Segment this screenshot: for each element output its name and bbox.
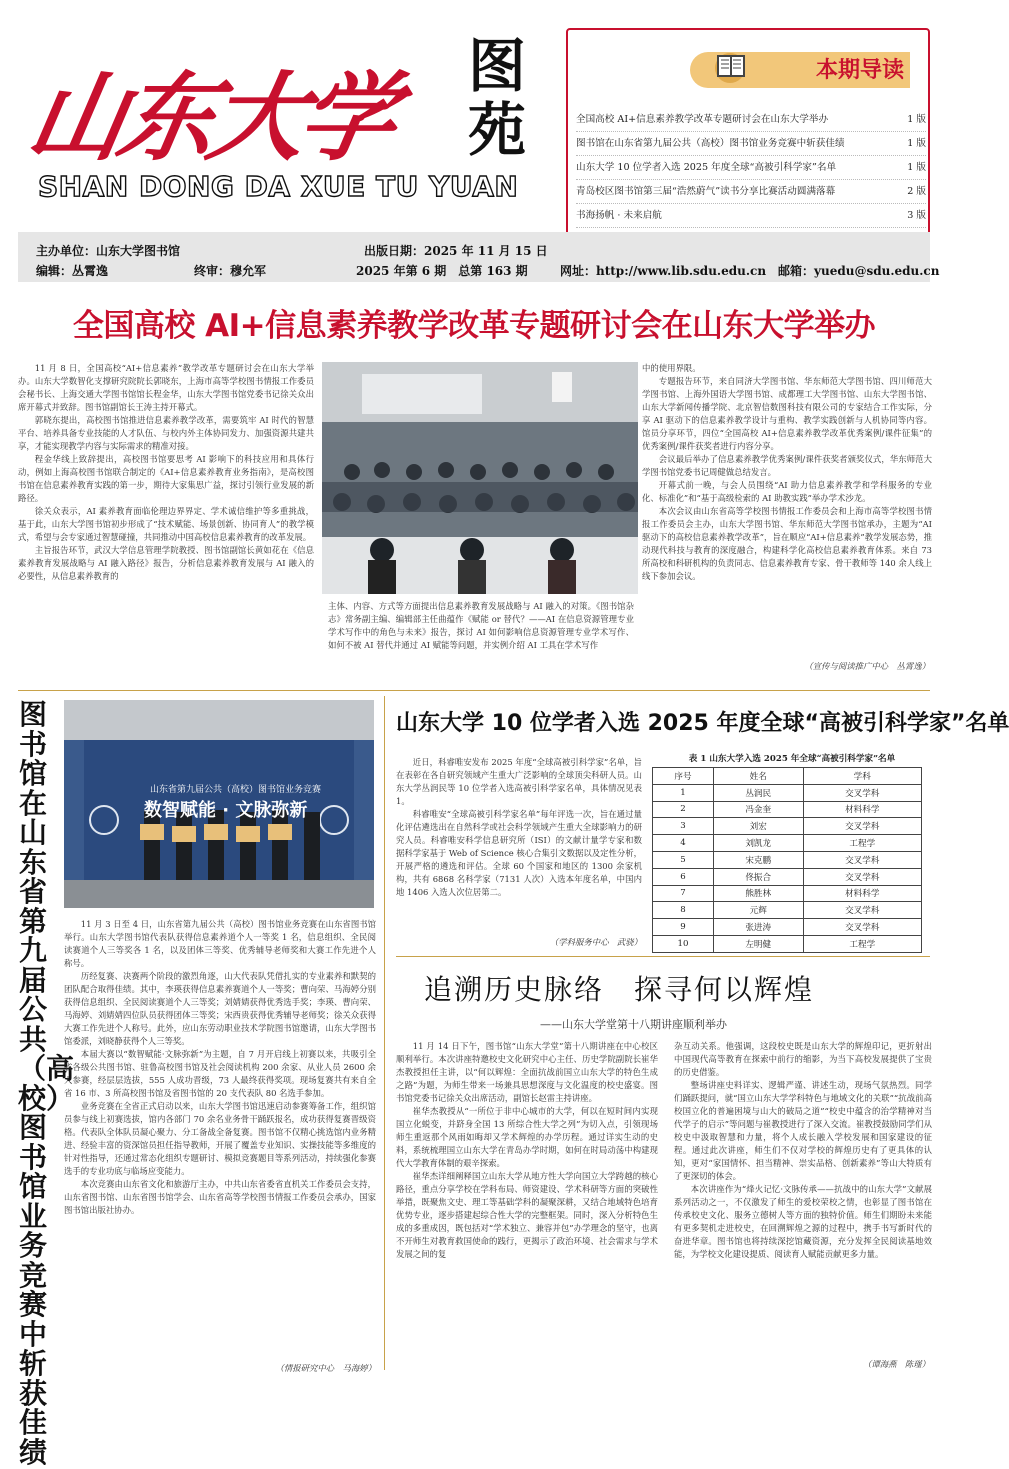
photo-banner-sub: 山东省第九届公共（高校）图书馆业务竞赛: [150, 785, 322, 795]
guide-list: [576, 108, 926, 251]
paragraph: 主体、内容、方式等方面提出信息素养教育发展战略与 AI 融入的对策。《图书馆杂志》常务副主编、编辑部主任曲蕴作《赋能 or 替代？——AI 在信息资源管理专业学术写作中的角色与未来》报告，探讨 AI 如何影响信息资源管理专业学术写作、如何不被 AI 替代并通过 AI 赋能等问题，并实例介绍 AI 工具在学术写作: [328, 601, 634, 650]
paragraph: 本届大赛以“数智赋能·文脉弥新”为主题，自 7 月开启线上初赛以来，共吸引全省各级公共图书馆、驻鲁高校图书馆及社会阅读机构 200 余家、从业人员 2600 余人参赛，经层层选拔，555 人成功晋级，73 人最终获得奖项。现场复赛共有来自全省 16 市、3 所高校图书馆及省图书馆的 20 支代表队 80 名选手参加。: [64, 1049, 376, 1098]
table-row: [653, 885, 922, 902]
cell-name: 宋克鹏: [713, 851, 803, 868]
table-row: [653, 784, 922, 801]
table-row: [653, 902, 922, 919]
paragraph: 郭晓东提出，高校图书馆推进信息素养教学改革，需要筑牢 AI 时代的智慧平台、培养具备专业技能的人才队伍、与校内外主体协同发力、加强资源共建共享，才能实现教学内容与实际需求的精准对接。: [18, 415, 314, 451]
issue-number: 2025 年第 6 期 总第 163 期: [356, 264, 528, 278]
guide-item[interactable]: [576, 132, 926, 156]
paragraph: 整场讲座史料详实、逻辑严谨、讲述生动，现场气氛热烈。同学们踊跃提问，就“国立山东大学学科特色与地域文化的关联”“抗战前高校国立化的普遍困境与山大的破局之道”“校史中蕴含的治学精神对当代学子的启示”等问题与崔教授进行了深入交流。崔教授鼓励同学们从校史中汲取智慧和力量，将个人成长融入学校发展和国家建设的征程。通过此次讲座，师生们不仅对学校的辉煌历史有了更具体的认知，更对“家国情怀、担当精神、崇实品格、创新素养”等山大特质有了更深切的体会。: [674, 1080, 932, 1181]
cell-index: 1: [653, 784, 714, 801]
table-row: [653, 868, 922, 885]
paragraph: 专题报告环节，来自同济大学图书馆、华东师范大学图书馆、四川师范大学图书馆、上海外国语大学图书馆、成都理工大学图书馆、山东大学图书馆、山东大学新闻传播学院、北京智信数图科技有限公司的专家结合工作实际，分享 AI 驱动下的信息素养教学设计与重构、教学实践创新与人机协同等内容。馆员分享环节，四位“全国高校 AI+信息素养教学改革优秀案例/课件征集”的优秀案例/课件获奖者进行内容分享。: [642, 376, 932, 451]
paragraph: 崔华杰教授从“一所位于非中心城市的大学，何以在短时间内实现国立化蜕变，并跻身全国 13 所综合性大学之列”为切入点，引领现场师生重返那个风雨如晦却又学术辉煌的办学历程。通过详实生动的史料，系统梳理国立山东大学在青岛办学时期，如何在时局动荡中构建现代大学教育体制的艰辛探索。: [396, 1106, 658, 1168]
guide-item-title: 全国高校 AI+信息素养教学改革专题研讨会在山东大学举办: [576, 114, 829, 125]
cell-subject: 工程学: [803, 835, 921, 852]
sponsor: 主办单位：山东大学图书馆: [36, 244, 181, 258]
masthead-pinyin: SHAN DONG DA XUE TU YUAN: [38, 170, 519, 203]
cell-name: 左明健: [713, 935, 803, 952]
guide-item-page: 1 版: [907, 114, 926, 125]
cell-subject: 交叉学科: [803, 868, 921, 885]
guide-item[interactable]: [576, 156, 926, 180]
editor: 编辑：丛霄逸: [36, 264, 109, 278]
guide-item[interactable]: [576, 108, 926, 132]
website-link[interactable]: 网址：http://www.lib.sdu.edu.cn: [560, 264, 767, 278]
award-photo: [64, 700, 374, 908]
cell-name: 刘宏: [713, 818, 803, 835]
table-row: [653, 851, 922, 868]
guide-item-page: 3 版: [907, 210, 926, 221]
paragraph: 本次竞赛由山东省文化和旅游厅主办，中共山东省委省直机关工作委员会支持，山东省图书馆、山东省图书馆学会、山东省高等学校图书情报工作委员会承办，国家图书馆出版社协办。: [64, 1179, 376, 1215]
column-divider: [384, 696, 385, 1370]
guide-item-title: 青岛校区图书馆第三届“浩然蔚气”读书分享比赛活动圆满落幕: [576, 186, 836, 197]
guide-item[interactable]: [576, 204, 926, 228]
masthead-calligraphy: 山东大学: [20, 61, 401, 174]
cell-index: 4: [653, 835, 714, 852]
guide-item-title: 图书馆在山东省第九届公共（高校）图书馆业务竞赛中斩获佳绩: [576, 138, 845, 149]
divider: [18, 690, 930, 691]
cell-index: 2: [653, 801, 714, 818]
cell-name: 张进涛: [713, 919, 803, 936]
article1-credit: （宣传与阅读推广中心 丛霄逸）: [804, 661, 930, 671]
issue-guide-box: [566, 28, 930, 246]
article1-col1: [18, 362, 314, 686]
final-review: 终审：穆允军: [194, 264, 267, 278]
cell-name: 丛润民: [713, 784, 803, 801]
cell-index: 5: [653, 851, 714, 868]
article4-credit: （谭海燕 陈瑾）: [863, 1359, 930, 1369]
article3-body: [396, 756, 642, 946]
paragraph: 程金华线上致辞提出，高校图书馆要思考 AI 影响下的科技应用和具体行动，例如上海高校图书馆联合制定的《AI+信息素养教育业务指南》，是高校图书馆在信息素养教育实践的第一步，期待大家集思广益，探讨引领行业发展的新路径。: [18, 454, 314, 503]
cell-subject: 工程学: [803, 935, 921, 952]
article1-col3: [642, 362, 932, 686]
article4-subhead: ——山东大学堂第十八期讲座顺利举办: [540, 1018, 727, 1031]
paragraph: 崔华杰详细阐释国立山东大学从地方性大学向国立大学跨越的核心路径，重点分享学校在学科布局、师资建设、学术科研等方面的突破性举措，既聚焦文史、理工等基础学科的凝聚深耕，又结合地域特色培育优势专业，逐步搭建起综合性大学的完整框架。同时，深入分析特色生成的多重成因，既包括对“学术独立、兼容并包”办学理念的坚守，也离不开师生对教育救国使命的践行，更揭示了政治环境、社会需求与学术发展之间的复: [396, 1171, 658, 1259]
seminar-photo: [322, 362, 638, 594]
photo-banner: 数智赋能 · 文脉弥新: [144, 800, 308, 821]
article1-col2: [328, 600, 634, 686]
table-row: [653, 935, 922, 952]
paragraph: 11 月 8 日，全国高校“AI+信息素养”教学改革专题研讨会在山东大学举办。山东大学数智化支撑研究院院长郭晓东，上海市高等学校图书情报工作委员会秘书长、上海交通大学图书馆馆长程金华，山东大学图书馆党委书记徐关众出席开幕式并致辞。图书馆副馆长王涛主持开幕式。: [18, 363, 314, 412]
guide-title: 本期导读: [816, 57, 905, 83]
paragraph: 业务竞赛在全省正式启动以来，山东大学图书馆迅速启动参赛筹备工作，组织馆员参与线上初赛选拔，馆内各部门 70 余名业务骨干踊跃报名，成功获得复赛晋级资格。代表队全体队员凝心聚力、分工备战全备复赛。图书馆不仅精心挑选馆内业务精进、经验丰富的资深馆员担任指导教师，开展了覆盖专业知识、实操技能等多维度的针对性指导，还通过常态化组织专题研讨、模拟竞赛题目等系列活动，持续强化参赛选手的专业功底与临场应变能力。: [64, 1101, 376, 1176]
publish-date: 出版日期：2025 年 11 月 15 日: [364, 244, 548, 258]
scientist-table-block: [652, 752, 932, 953]
guide-item-title: 书海扬帆 · 未来启航: [576, 210, 662, 221]
cell-index: 6: [653, 868, 714, 885]
cell-name: 佟振合: [713, 868, 803, 885]
article1-headline: 全国高校 AI+信息素养教学改革专题研讨会在山东大学举办: [72, 308, 876, 344]
cell-index: 3: [653, 818, 714, 835]
guide-item-title: 山东大学 10 位学者入选 2025 年度全球“高被引科学家”名单: [576, 162, 837, 173]
cell-index: 8: [653, 902, 714, 919]
cell-index: 7: [653, 885, 714, 902]
cell-name: 冯金奎: [713, 801, 803, 818]
paragraph: 徐关众表示，AI 素养教育面临伦理边界界定、学术诚信维护等多重挑战，基于此，山东大学图书馆初步形成了“技术赋能、场景创新、协同育人”的教学模式，希望与会专家通过智慧碰撞，共同推动中国高校信息素养教育的改革发展。: [18, 506, 314, 542]
cell-subject: 交叉学科: [803, 851, 921, 868]
cell-index: 9: [653, 919, 714, 936]
guide-item-page: 2 版: [907, 186, 926, 197]
article3-headline: 山东大学 10 位学者入选 2025 年度全球“高被引科学家”名单: [396, 711, 1009, 736]
cell-subject: 材料科学: [803, 885, 921, 902]
cell-subject: 交叉学科: [803, 902, 921, 919]
article4-col2: [674, 1040, 932, 1358]
cell-name: 熊胜林: [713, 885, 803, 902]
paragraph: 会议最后举办了信息素养教学优秀案例/课件获奖者颁奖仪式，华东师范大学图书馆党委书记周健做总结发言。: [642, 454, 932, 477]
paragraph: 科睿唯安“全球高被引科学家名单”每年评选一次，旨在通过量化评估遴选出在自然科学或社会科学领域产生重大全球影响力的研究人员。科睿唯安科学信息研究所（ISI）的文献计量学专家和数据科学家基于 Web of Science 核心合集引文数据以及定性分析，开展严格的遴选和评估。全球 60 个国家和地区的 1300 余家机构，共有 6868 名科学家（7131 人次）入选本年度名单，中国内地 1406 入选人次位居第二。: [396, 809, 643, 897]
table-row: [653, 818, 922, 835]
paragraph: 历经复赛、决赛两个阶段的激烈角逐，山大代表队凭借扎实的专业素养和默契的团队配合取得佳绩。其中，李瑛获得信息素养赛道个人一等奖；曹向荣、马海婷分别获得信息组织、全民阅读赛道个人三等奖；刘婧婧获得优秀选手奖；李瑛、曹向荣、马海婷、刘婧婧四位队员获得团体三等奖；宋西贵获得优秀辅导老师奖；徐关众获得大赛工作先进个人称号。此外，应山东劳动职业技术学院图书馆邀请，山东大学图书馆委派，刘晓静获得个人三等奖。: [64, 971, 376, 1046]
guide-item[interactable]: [576, 180, 926, 204]
paragraph: 本次讲座作为“烽火记忆·文脉传承——抗战中的山东大学”文献展系列活动之一，不仅激发了师生的爱校荣校之情，也彰显了图书馆在传承校史文化、服务立德树人等方面的独特价值。师生们期盼未来能有更多契机走进校史，在回溯辉煌之源的过程中，携手书写新时代的奋进华章。图书馆也将持续深挖馆藏资源，充分发挥全民阅读基地效能，为学校文化建设提质、阅读育人赋能贡献更多力量。: [674, 1184, 932, 1259]
cell-name: 刘凯龙: [713, 835, 803, 852]
table-header-row: [653, 768, 922, 785]
article3-credit: （学科服务中心 武骁）: [549, 937, 642, 947]
article2-body: [64, 918, 376, 1364]
table-row: [653, 801, 922, 818]
email-link[interactable]: 邮箱：yuedu@sdu.edu.cn: [778, 264, 940, 278]
guide-header: [580, 38, 920, 88]
info-bar: [18, 232, 940, 282]
paragraph: 本次会议由山东省高等学校图书情报工作委员会和上海市高等学校图书情报工作委员会主办，山东大学图书馆、华东师范大学图书馆承办，主题为“AI 驱动下的高校信息素养教学改革”，旨在顺应“AI+信息素养”教学发展态势，推动现代科技与教育的深度融合，构建科学化高校信息素养教育体系。来自 73 所高校和科研机构的负责同志、信息素养教育专家、骨干教师等 140 余人线上线下参加会议。: [642, 506, 932, 581]
table-header: 序号: [653, 768, 714, 785]
paragraph: 开幕式前一晚，与会人员围绕“AI 助力信息素养教学和学科服务的专业化、标准化”和“基于高级检索的 AI 助教实践”举办学术沙龙。: [642, 480, 932, 503]
article4-col1: [396, 1040, 658, 1370]
cell-subject: 材料科学: [803, 801, 921, 818]
paragraph: 近日，科睿唯安发布 2025 年度“全球高被引科学家”名单，旨在表彰在各自研究领域产生重大广泛影响的全球顶尖科研人员。山东大学丛润民等 10 位学者入选高被引科学家名单，具体情况见表 1。: [396, 757, 642, 806]
cell-name: 元辉: [713, 902, 803, 919]
scientist-table: [652, 767, 922, 953]
article2-vertical-headline: 图书馆在山东省第九届公共（高校）图书馆业务竞赛中斩获佳绩: [18, 698, 75, 1469]
paragraph: 11 月 14 日下午，图书馆“山东大学堂”第十八期讲座在中心校区顺利举行。本次讲座特邀校史文化研究中心主任、历史学院副院长崔华杰教授担任主讲，以“何以辉煌：全面抗战前国立山东大学的特色生成之路”为题，为师生带来一场兼具思想深度与文化温度的校史盛宴。图书馆党委书记徐关众出席活动，副馆长赵雷主持讲座。: [396, 1041, 658, 1103]
masthead-tuyuan: 图苑: [468, 32, 527, 164]
paragraph: 杂互动关系。他强调，这段校史既是山东大学的辉煌印记，更折射出中国现代高等教育在探索中前行的缩影，为当下高校发展提供了宝贵的历史借鉴。: [674, 1041, 932, 1077]
cell-index: 10: [653, 935, 714, 952]
table-header: 学科: [803, 768, 921, 785]
guide-item-page: 1 版: [907, 138, 926, 149]
paragraph: 主旨报告环节，武汉大学信息管理学院教授、图书馆副馆长黄如花在《信息素养教育发展战略与 AI 融入路径》报告，分析信息素养教育发展与 AI 融入的必要性，从信息素养教育的: [18, 545, 314, 581]
table-row: [653, 919, 922, 936]
article2-credit: （情报研究中心 马海婷）: [275, 1363, 376, 1373]
cell-subject: 交叉学科: [803, 919, 921, 936]
article4-headline: 追溯历史脉络 探寻何以辉煌: [424, 973, 815, 1006]
table-row: [653, 835, 922, 852]
book-icon: [710, 48, 754, 90]
paragraph: 中的使用界限。: [642, 363, 701, 373]
divider: [396, 956, 930, 957]
table-caption: 表 1 山东大学入选 2025 年全球“高被引科学家”名单: [688, 754, 896, 764]
table-header: 姓名: [713, 768, 803, 785]
cell-subject: 交叉学科: [803, 818, 921, 835]
cell-subject: 交叉学科: [803, 784, 921, 801]
guide-item-page: 1 版: [907, 162, 926, 173]
paragraph: 11 月 3 日至 4 日，山东省第九届公共（高校）图书馆业务竞赛在山东省图书馆举行。山东大学图书馆代表队获得信息素养道个人一等奖 1 名，信息组织、全民阅读赛道个人三等奖各 1 名，以及团体三等奖、优秀辅导老师奖和大赛工作先进个人称号。: [64, 919, 376, 968]
